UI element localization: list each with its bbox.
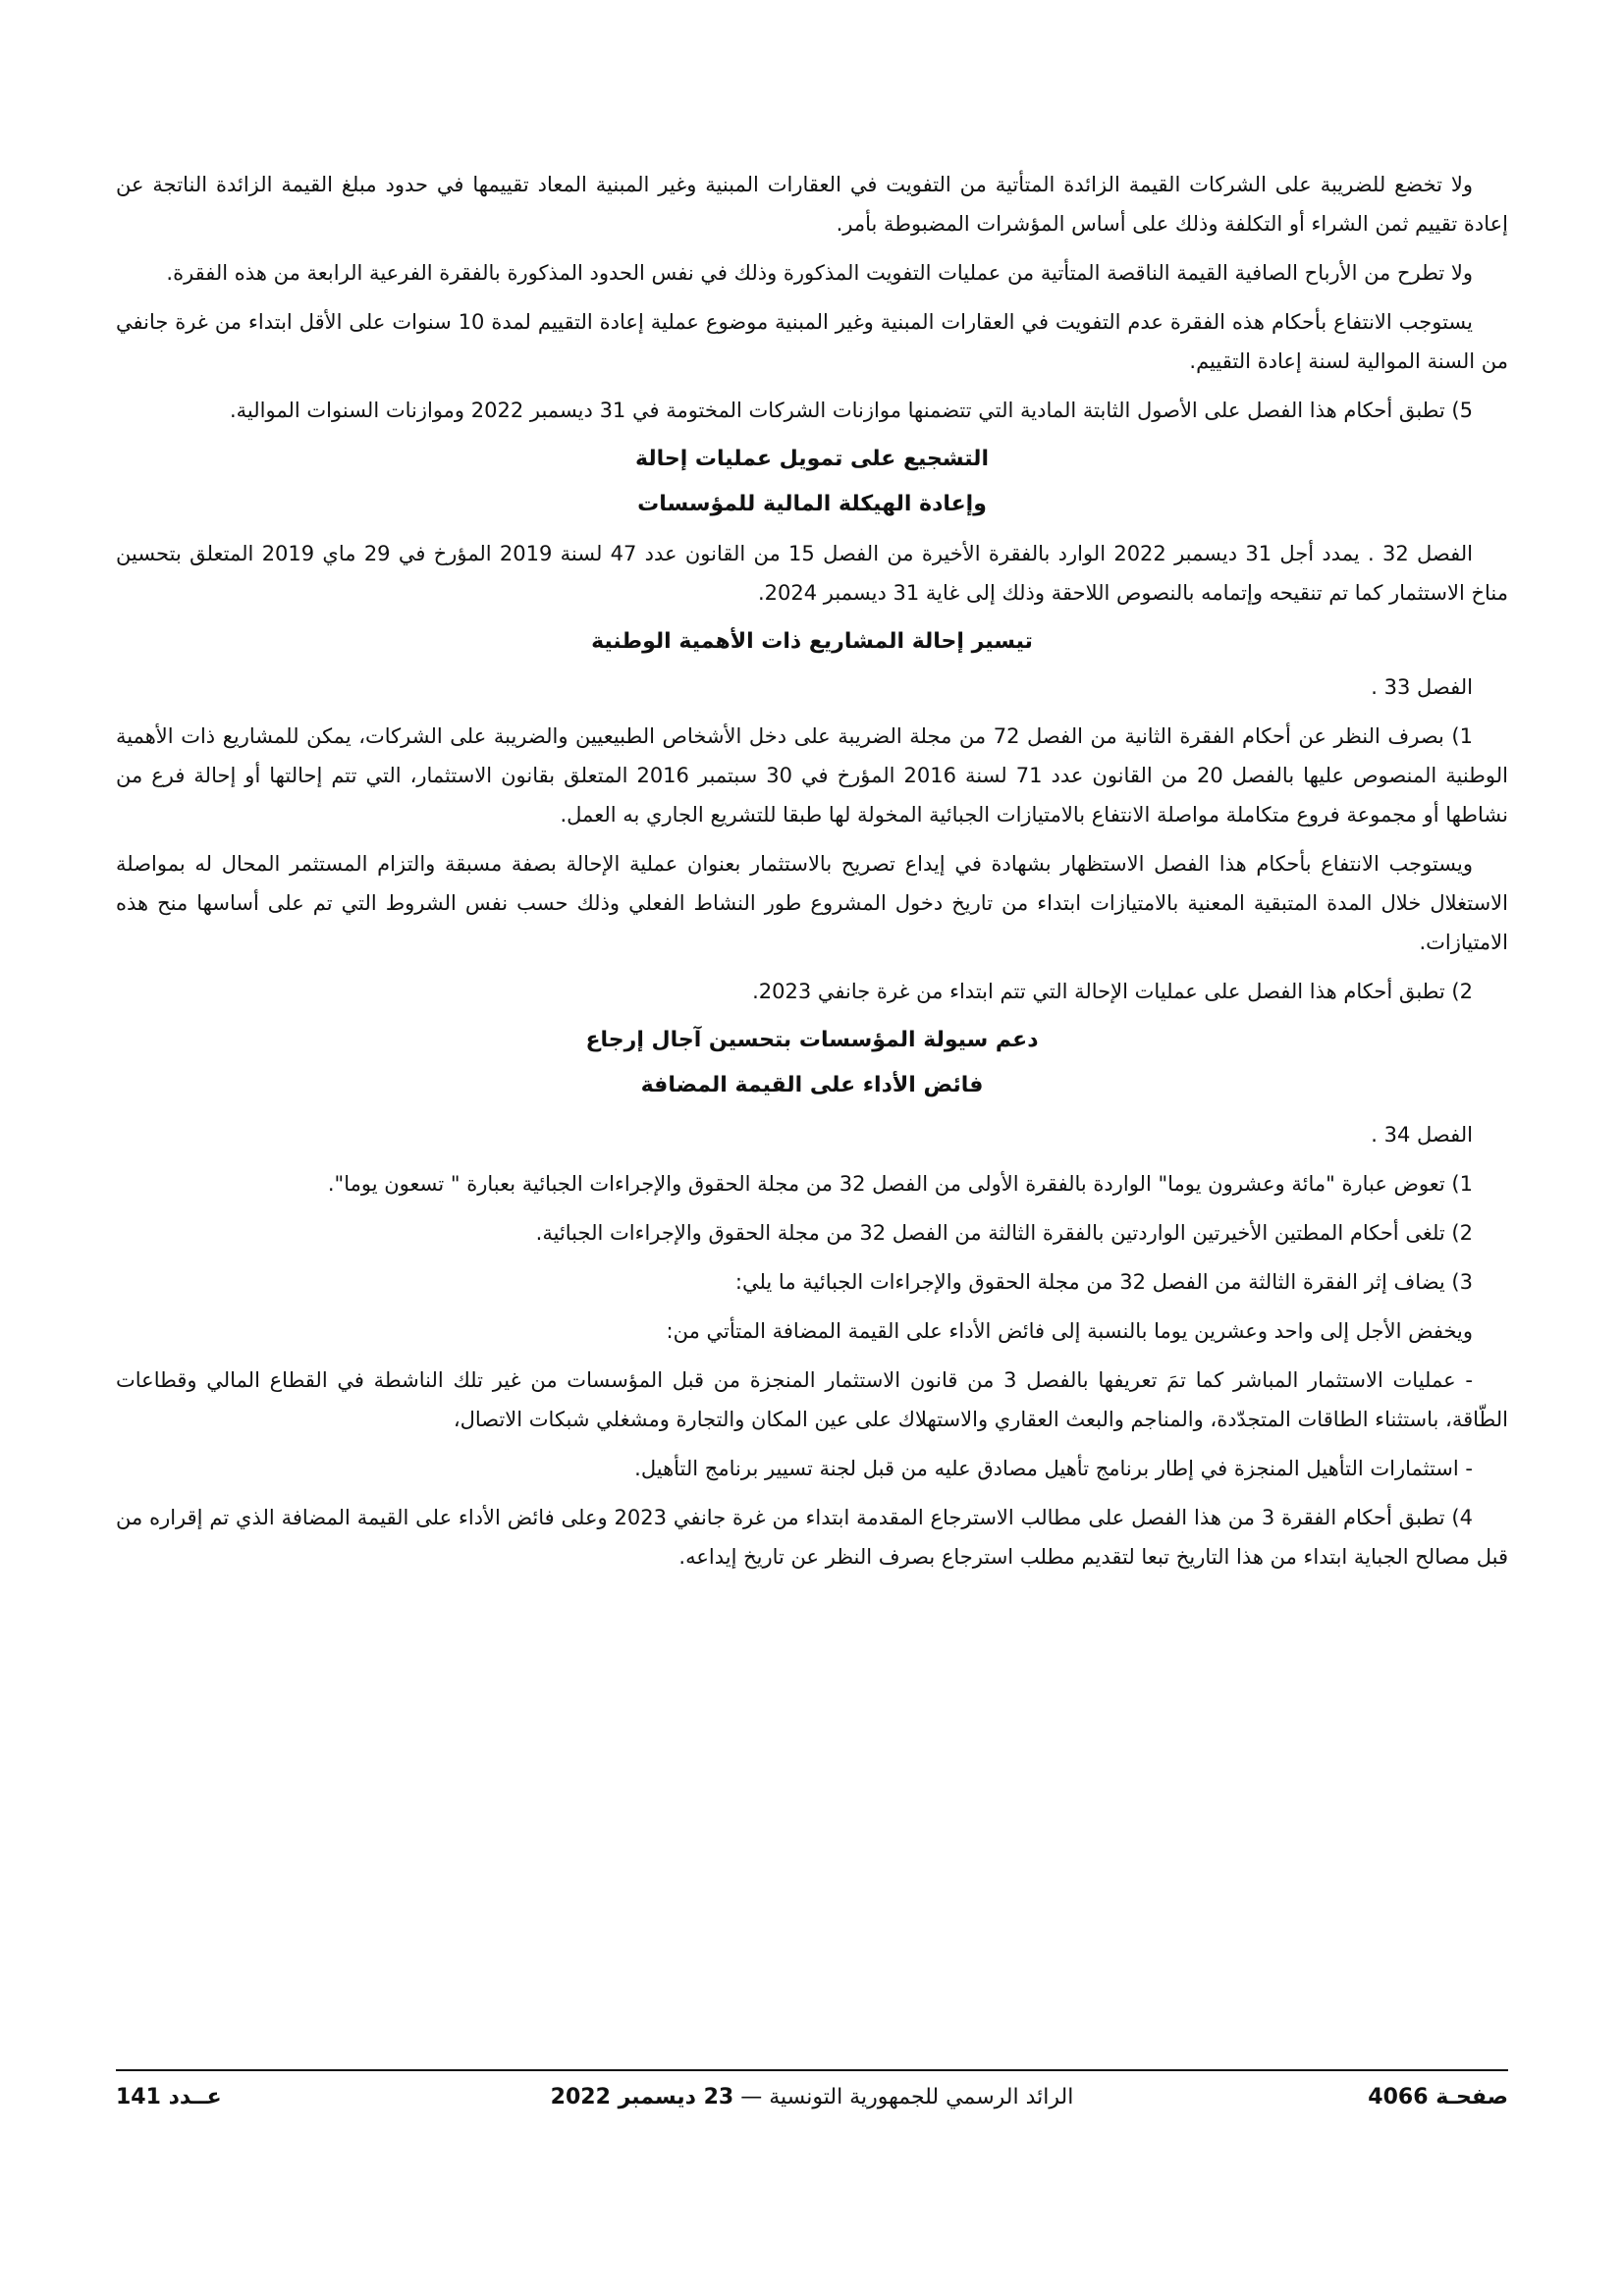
- section-heading-financing: [116, 440, 1508, 524]
- paragraph: ويستوجب الانتفاع بأحكام هذا الفصل الاستظهار بشهادة في إيداع تصريح بالاستثمار بعنوان عملية الإحالة بصفة مسبقة والتزام المستثمر المحال له بمواصلة الاستغلال خلال المدة المتبقية المعنية بالامتيازات ابتداء من تاريخ دخول المشروع طور النشاط الفعلي وذلك حسب نفس الشروط التي تم على أساسها منح هذه الامتيازات.: [116, 852, 1508, 954]
- journal-name: الرائد الرسمي للجمهورية التونسية —: [733, 2085, 1074, 2109]
- paragraph: 4) تطبق أحكام الفقرة 3 من هذا الفصل على مطالب الاسترجاع المقدمة ابتداء من غرة جانفي 2023 وعلى فائض الأداء على القيمة المضافة الذي تم إقراره من قبل مصالح الجباية ابتداء من هذا التاريخ تبعا لتقديم مطلب استرجاع بصرف النظر عن تاريخ إيداعه.: [116, 1506, 1508, 1569]
- paragraph: 1) تعوض عبارة "مائة وعشرون يوما" الواردة بالفقرة الأولى من الفصل 32 من مجلة الحقوق والإجراءات الجبائية بعبارة " تسعون يوما".: [327, 1172, 1473, 1196]
- paragraph: 2) تطبق أحكام هذا الفصل على عمليات الإحالة التي تتم ابتداء من غرة جانفي 2023.: [752, 980, 1473, 1003]
- issue-number: عــدد 141: [116, 2085, 222, 2109]
- paragraph: 5) تطبق أحكام هذا الفصل على الأصول الثابتة المادية التي تتضمنها موازنات الشركات المختومة في 31 ديسمبر 2022 وموازنات السنوات الموالية.: [230, 399, 1473, 422]
- journal-date: 23 ديسمبر 2022: [550, 2085, 734, 2109]
- section-heading-vat-refund: [116, 1021, 1508, 1105]
- paragraph: ولا تخضع للضريبة على الشركات القيمة الزائدة المتأتية من التفويت في العقارات المبنية وغير المبنية المعاد تقييمها في حدود مبلغ القيمة الزائدة الناتجة عن إعادة تقييم ثمن الشراء أو التكلفة وذلك على أساس المؤشرات المضبوطة بأمر.: [116, 173, 1508, 236]
- paragraph: 1) بصرف النظر عن أحكام الفقرة الثانية من الفصل 72 من مجلة الضريبة على دخل الأشخاص الطبيعيين والضريبة على الشركات، يمكن للمشاريع ذات الأهمية الوطنية المنصوص عليها بالفصل 20 من القانون عدد 71 لسنة 2016 المؤرخ في 30 سبتمبر 2016 المتعلق بقانون الاستثمار، التي تتم إحالتها أو إحالة فرع من نشاطها أو مجموعة فروع متكاملة مواصلة الانتفاع بالامتيازات الجبائية المخولة لها طبقا للتشريع الجاري به العمل.: [116, 724, 1508, 827]
- paragraph: 2) تلغى أحكام المطتين الأخيرتين الواردتين بالفقرة الثالثة من الفصل 32 من مجلة الحقوق والإجراءات الجبائية.: [535, 1221, 1473, 1245]
- article-32: الفصل 32 . يمدد أجل 31 ديسمبر 2022 الوارد بالفقرة الأخيرة من الفصل 15 من القانون عدد 47 لسنة 2019 المؤرخ في 29 ماي 2019 المتعلق بتحسين مناخ الاستثمار كما تم تنقيحه وإتمامه بالنصوص اللاحقة وذلك إلى غاية 31 ديسمبر 2024.: [116, 542, 1508, 605]
- paragraph: ويخفض الأجل إلى واحد وعشرين يوما بالنسبة إلى فائض الأداء على القيمة المضافة المتأتي من:: [666, 1319, 1473, 1343]
- article-33-title: الفصل 33 .: [1371, 675, 1473, 699]
- paragraph: 3) يضاف إثر الفقرة الثالثة من الفصل 32 من مجلة الحقوق والإجراءات الجبائية ما يلي:: [734, 1270, 1473, 1294]
- paragraph: ولا تطرح من الأرباح الصافية القيمة الناقصة المتأتية من عمليات التفويت المذكورة وذلك في نفس الحدود المذكورة بالفقرة الفرعية الرابعة من هذه الفقرة.: [166, 261, 1473, 285]
- list-item: - عمليات الاستثمار المباشر كما تمَ تعريفها بالفصل 3 من قانون الاستثمار المنجزة من قبل المؤسسات من غير تلك الناشطة في القطاع المالي وقطاعات الطّاقة، باستثناء الطاقات المتجدّدة، والمناجم والبعث العقاري والاستهلاك على عين المكان والتجارة ومشغلي شبكات الاتصال،: [116, 1368, 1508, 1431]
- section-heading-line: فائض الأداء على القيمة المضافة: [640, 1073, 984, 1097]
- document-body: [116, 165, 1508, 1586]
- page-number: صفحـة 4066: [1368, 2085, 1508, 2109]
- page-footer: [116, 2069, 1508, 2124]
- article-34-title: الفصل 34 .: [1371, 1123, 1473, 1147]
- section-heading-line: التشجيع على تمويل عمليات إحالة: [634, 447, 989, 471]
- paragraph: يستوجب الانتفاع بأحكام هذه الفقرة عدم التفويت في العقارات المبنية وغير المبنية موضوع عملية إعادة التقييم لمدة 10 سنوات على الأقل ابتداء من غرة جانفي من السنة الموالية لسنة إعادة التقييم.: [116, 310, 1508, 373]
- journal-title: [116, 2085, 1508, 2109]
- list-item: - استثمارات التأهيل المنجزة في إطار برنامج تأهيل مصادق عليه من قبل لجنة تسيير برنامج التأهيل.: [634, 1457, 1473, 1480]
- section-heading-line: دعم سيولة المؤسسات بتحسين آجال إرجاع: [585, 1028, 1039, 1052]
- section-heading-national-projects: تيسير إحالة المشاريع ذات الأهمية الوطنية: [591, 629, 1033, 654]
- section-heading-line: وإعادة الهيكلة المالية للمؤسسات: [637, 492, 987, 516]
